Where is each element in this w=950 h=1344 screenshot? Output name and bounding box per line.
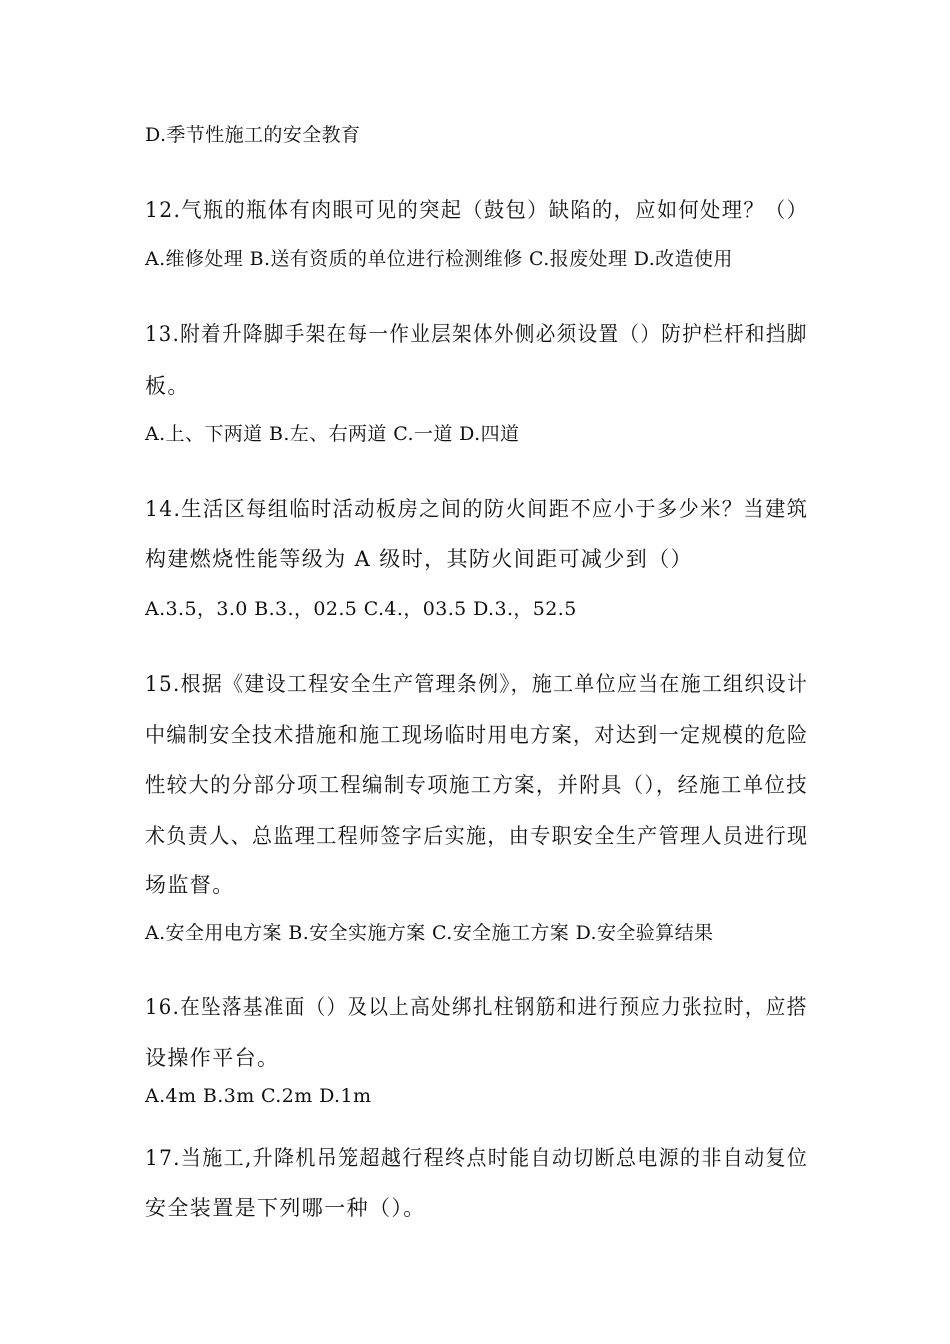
q12-options: A.维修处理 B.送有资质的单位进行检测维修 C.报废处理 D.改造使用: [145, 248, 733, 270]
q16-question-line2: 设操作平台。: [145, 1046, 280, 1070]
q14-question-line2: 构建燃烧性能等级为 A 级时，其防火间距可减少到（）: [145, 547, 693, 571]
q16-options: A.4m B.3m C.2m D.1m: [145, 1085, 372, 1107]
q17-question-line2: 安全装置是下列哪一种（）。: [145, 1196, 426, 1220]
q15-question-line3: 性较大的分部分项工程编制专项施工方案，并附具（），经施工单位技: [145, 773, 808, 797]
q14-question-line1: 14.生活区每组临时活动板房之间的防火间距不应小于多少米？当建筑: [145, 497, 809, 521]
q13-question-line2: 板。: [145, 374, 190, 398]
q16-question-line1: 16.在坠落基准面（）及以上高处绑扎柱钢筋和进行预应力张拉时，应搭: [145, 995, 808, 1019]
q17-question-line1: 17.当施工,升降机吊笼超越行程终点时能自动切断总电源的非自动复位: [145, 1146, 809, 1170]
q13-question-line1: 13.附着升降脚手架在每一作业层架体外侧必须设置（）防护栏杆和挡脚: [145, 322, 808, 346]
q14-options: A.3.5，3.0 B.3.，02.5 C.4.，03.5 D.3.，52.5: [145, 598, 577, 620]
q12-question: 12.气瓶的瓶体有肉眼可见的突起（鼓包）缺陷的，应如何处理？（）: [145, 198, 809, 222]
q13-options: A.上、下两道 B.左、右两道 C.一道 D.四道: [145, 423, 520, 445]
q11-option-d: D.季节性施工的安全教育: [145, 124, 361, 146]
q15-question-line2: 中编制安全技术措施和施工现场临时用电方案，对达到一定规模的危险: [145, 723, 809, 747]
q15-options: A.安全用电方案 B.安全实施方案 C.安全施工方案 D.安全验算结果: [145, 922, 714, 944]
q15-question-line4: 术负责人、总监理工程师签字后实施，由专职安全生产管理人员进行现: [145, 824, 809, 848]
q15-question-line1: 15.根据《建设工程安全生产管理条例》，施工单位应当在施工组织设计: [145, 672, 809, 696]
q15-question-line5: 场监督。: [145, 873, 235, 897]
